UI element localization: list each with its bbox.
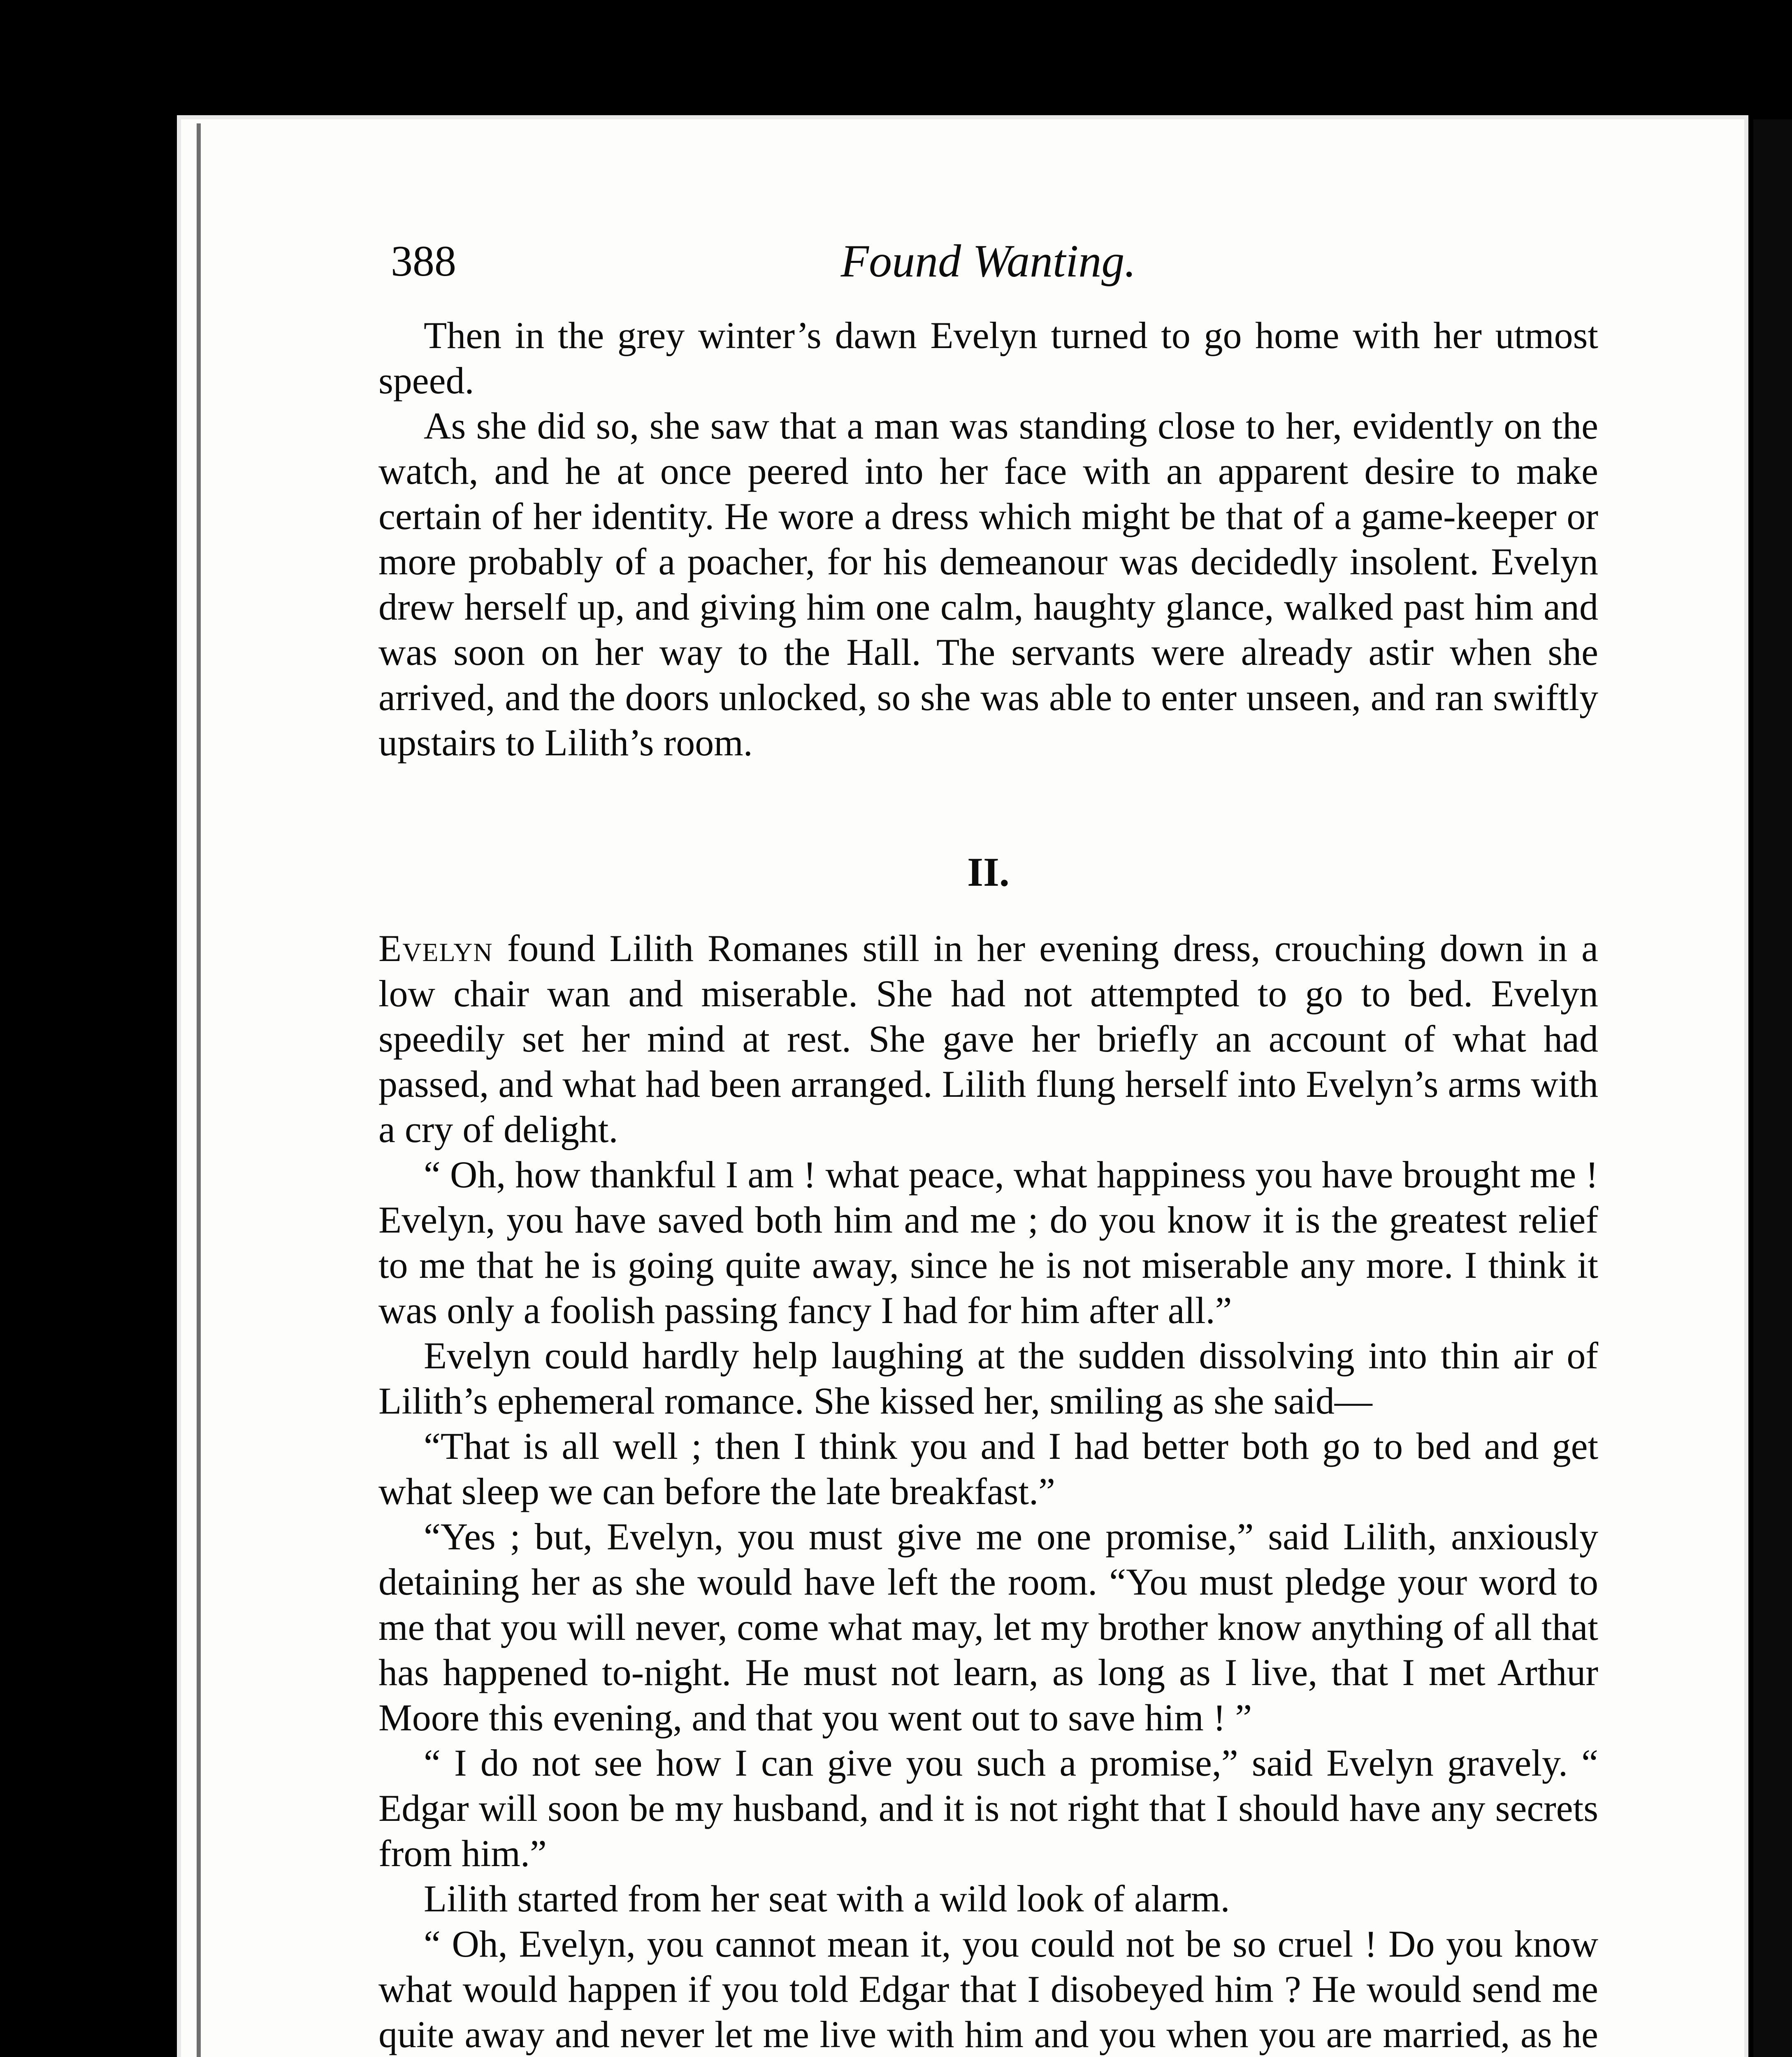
opening-word: Evelyn (378, 927, 493, 969)
page-number: 388 (391, 237, 456, 285)
paragraph: Evelyn could hardly help laughing at the sudden dissolving into thin air of Lilith’s ephemeral romance. She kissed her, smiling as she said— (378, 1335, 1598, 1422)
paragraph: Lilith started from her seat with a wild look of alarm. (424, 1878, 1230, 1920)
page-gutter-shadow (197, 123, 201, 2057)
opening-text: found Lilith Romanes still in her evening dress, crouching down in a low chair wan and miserable. She had not attempted to go to bed. Evelyn speedily set her mind at rest. She gave her briefly an account of what had passed, and what had been arranged. Lilith flung herself into Evelyn’s arms with a cry of delight. (378, 927, 1598, 1150)
paragraph: “That is all well ; then I think you and I had better both go to bed and get what sleep we can before the late breakfast.” (378, 1425, 1598, 1512)
paragraph: “ Oh, Evelyn, you cannot mean it, you could not be so cruel ! Do you know what would happen if you told Edgar that I disobeyed him ? He would send me quite away and never let me live with him and you when you are married, as he (378, 1923, 1598, 2055)
page-text (378, 230, 1598, 2057)
section-heading: II. (967, 849, 1010, 895)
section-opening-paragraph (378, 926, 1598, 1152)
paragraph: “ I do not see how I can give you such a promise,” said Evelyn gravely. “ Edgar will soon be my husband, and it is not right that I should have any secrets from him.” (378, 1742, 1598, 1874)
paragraph: Then in the grey winter’s dawn Evelyn turned to go home with her utmost speed. (378, 314, 1598, 402)
paragraph: “Yes ; but, Evelyn, you must give me one promise,” said Lilith, anxiously detaining her as she would have left the room. “You must pledge your word to me that you will never, come what may, let my brother know anything of all that has happened to-night. He must not learn, as long as I live, that I met Arthur Moore this evening, and that you went out to save him ! ” (378, 1516, 1598, 1739)
paragraph: “ Oh, how thankful I am ! what peace, what happiness you have brought me ! Evelyn, you have saved both him and me ; do you know it is the greatest relief to me that he is going quite away, since he is not miserable any more. I think it was only a foolish passing fancy I had for him after all.” (378, 1154, 1598, 1331)
facing-page-edge (1753, 119, 1792, 2057)
running-title: Found Wanting. (840, 236, 1136, 287)
section-break (378, 765, 1598, 847)
paragraph: As she did so, she saw that a man was standing close to her, evidently on the watch, and he at once peered into her face with an apparent desire to make certain of her identity. He wore a dress which might be that of a game-keeper or more probably of a poacher, for his demeanour was decidedly insolent. Evelyn drew herself up, and giving him one calm, haughty glance, walked past him and was soon on her way to the Hall. The servants were already astir when she arrived, and the doors unlocked, so she was able to enter unseen, and ran swiftly upstairs to Lilith’s room. (378, 405, 1598, 764)
running-head (378, 230, 1598, 313)
